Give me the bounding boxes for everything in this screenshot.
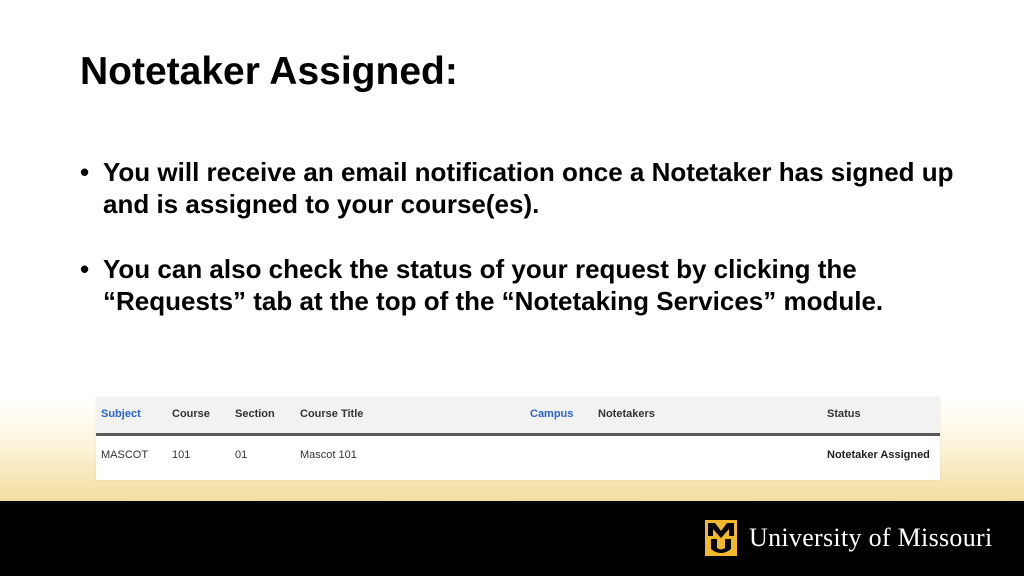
university-name: University of Missouri	[749, 523, 993, 552]
header-course-title: Course Title	[300, 408, 364, 420]
bullet-text: You can also check the status of your request by clicking the “Requests” tab at the top of the “Notetaking Services” module.	[103, 254, 884, 316]
cell-course-title: Mascot 101	[300, 449, 357, 461]
requests-table	[96, 397, 940, 480]
header-section: Section	[235, 408, 275, 420]
bullet-item	[80, 156, 1000, 220]
bullet-dot: •	[80, 157, 90, 187]
cell-subject: MASCOT	[101, 449, 149, 461]
header-course: Course	[172, 408, 210, 420]
header-status: Status	[827, 408, 861, 420]
cell-section: 01	[235, 449, 248, 461]
bullet-list	[80, 156, 1000, 350]
cell-course: 101	[172, 449, 191, 461]
header-campus[interactable]: Campus	[530, 408, 574, 420]
slide-title: Notetaker Assigned:	[80, 50, 458, 93]
table-header	[96, 397, 940, 436]
bullet-text: You will receive an email notification once a Notetaker has signed up and is assigned to your course(es).	[103, 157, 954, 219]
header-subject[interactable]: Subject	[101, 408, 141, 420]
footer-bar	[0, 501, 1024, 576]
header-notetakers: Notetakers	[598, 408, 655, 420]
cell-status: Notetaker Assigned	[827, 449, 930, 461]
mu-logo-icon	[705, 520, 737, 556]
bullet-item	[80, 253, 1000, 317]
bullet-dot: •	[80, 254, 90, 284]
